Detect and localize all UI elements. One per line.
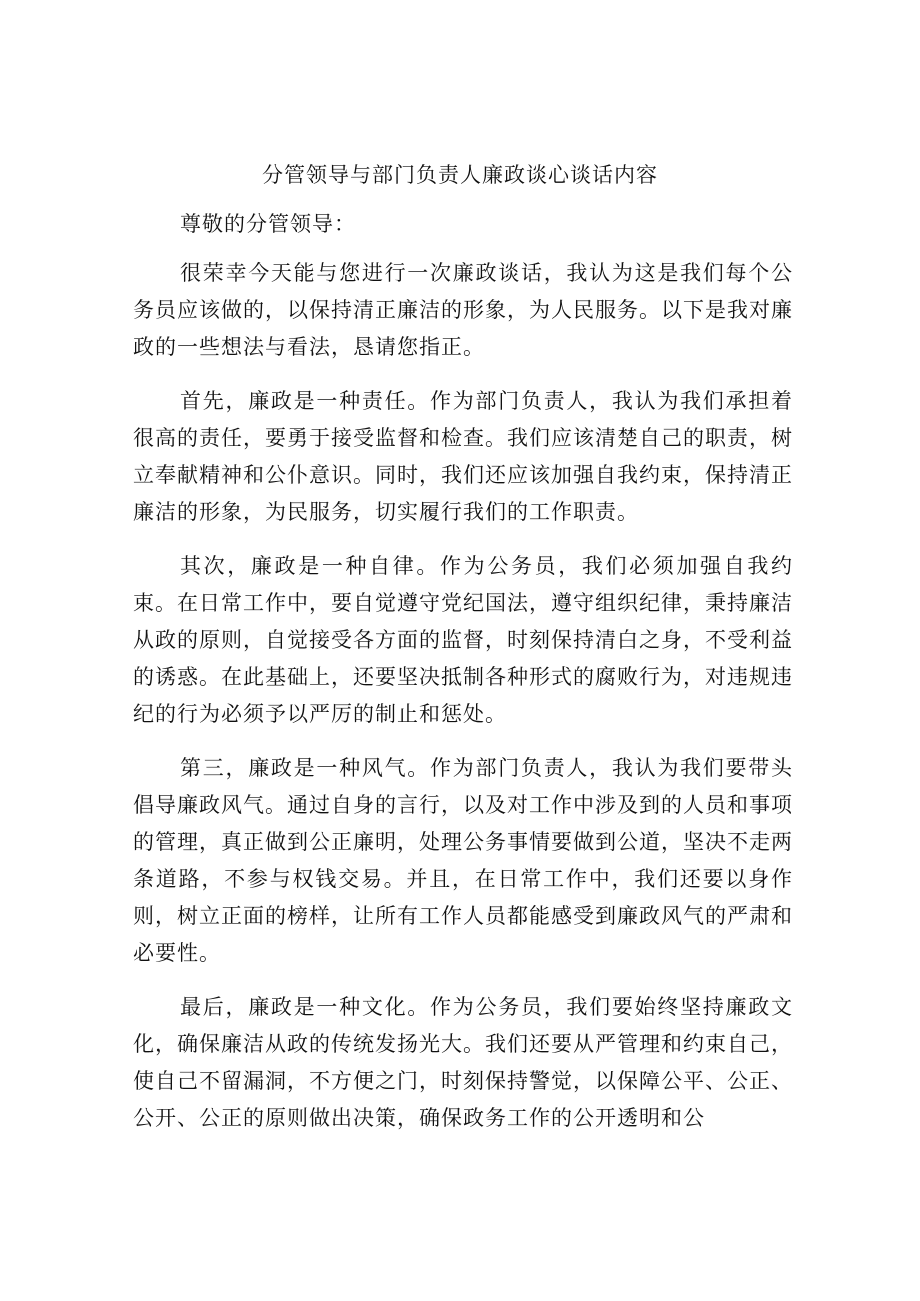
paragraph-intro: 很荣幸今天能与您进行一次廉政谈话，我认为这是我们每个公务员应该做的，以保持清正廉洁的形象，为人民服务。以下是我对廉政的一些想法与看法，恳请您指正。 (133, 261, 793, 359)
document-body (133, 255, 793, 1154)
salutation: 尊敬的分管领导： (180, 212, 356, 236)
paragraph-culture: 最后，廉政是一种文化。作为公务员，我们要始终坚持廉政文化，确保廉洁从政的传统发扬光大。我们还要从严管理和约束自己，使自己不留漏洞，不方便之门，时刻保持警觉，以保障公平、公正、公开、公正的原则做出决策，确保政务工作的公开透明和公 (133, 995, 793, 1130)
document-title: 分管领导与部门负责人廉政谈心谈话内容 (262, 163, 658, 187)
paragraph-responsibility: 首先，廉政是一种责任。作为部门负责人，我认为我们承担着很高的责任，要勇于接受监督和检查。我们应该清楚自己的职责，树立奉献精神和公仆意识。同时，我们还应该加强自我约束，保持清正廉洁的形象，为民服务，切实履行我们的工作职责。 (133, 389, 793, 524)
paragraph-atmosphere: 第三，廉政是一种风气。作为部门负责人，我认为我们要带头倡导廉政风气。通过自身的言行，以及对工作中涉及到的人员和事项的管理，真正做到公正廉明，处理公务事情要做到公道，坚决不走两条道路，不参与权钱交易。并且，在日常工作中，我们还要以身作则，树立正面的榜样，让所有工作人员都能感受到廉政风气的严肃和必要性。 (133, 756, 793, 965)
paragraph-self-discipline: 其次，廉政是一种自律。作为公务员，我们必须加强自我约束。在日常工作中，要自觉遵守党纪国法，遵守组织纪律，秉持廉洁从政的原则，自觉接受各方面的监督，时刻保持清白之身，不受利益的诱惑。在此基础上，还要坚决抵制各种形式的腐败行为，对违规违纪的行为必须予以严厉的制止和惩处。 (133, 554, 793, 726)
